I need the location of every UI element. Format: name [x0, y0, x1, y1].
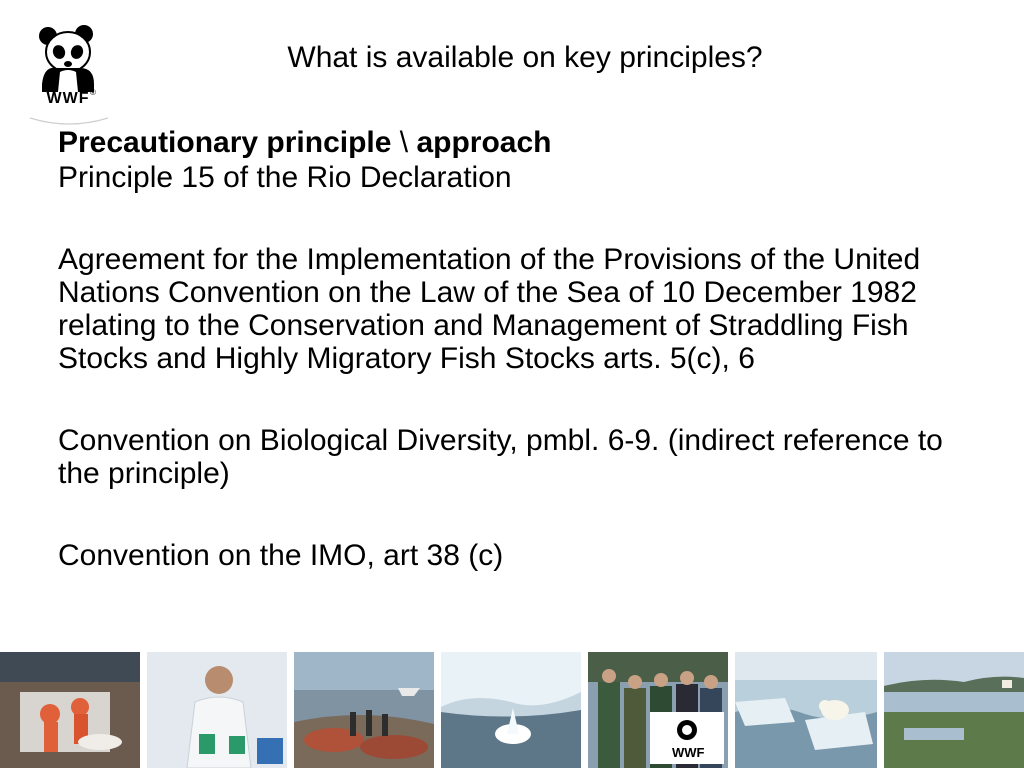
- photo-scientist: [147, 652, 287, 768]
- slide-body: [58, 122, 958, 572]
- photo-strip: [0, 652, 1024, 768]
- heading-separator: \: [391, 126, 417, 159]
- photo-iceberg: [441, 652, 581, 768]
- paragraph-rio: Principle 15 of the Rio Declaration: [58, 161, 512, 194]
- page-title: What is available on key principles?: [287, 41, 763, 74]
- photo-landscape: [884, 652, 1024, 768]
- banner-text: WWF: [672, 745, 705, 760]
- photo-polar-bear: [735, 652, 877, 768]
- paragraph-cbd: Convention on Biological Diversity, pmbl. 6-9. (indirect reference to the principle): [58, 424, 943, 490]
- copyright-mark: ©: [44, 74, 50, 83]
- paragraph-fish-stocks-agreement: Agreement for the Implementation of the Provisions of the United Nations Convention on the Law of the Sea of 10 December 1982 relating to the Conservation and Management of Straddling Fish Stocks and Highly Migratory Fish Stocks arts. 5(c), 6: [58, 243, 921, 375]
- logo-text: WWF: [46, 90, 90, 107]
- photo-fishing-boat: [0, 652, 140, 768]
- heading-approach: approach: [416, 126, 552, 159]
- heading-principle: Precautionary principle: [58, 126, 392, 159]
- paragraph-imo: Convention on the IMO, art 38 (c): [58, 539, 504, 572]
- section-heading: [58, 126, 958, 159]
- photo-group-banner: [588, 652, 728, 768]
- photo-whale-beach: [294, 652, 434, 768]
- registered-mark: ®: [90, 88, 96, 97]
